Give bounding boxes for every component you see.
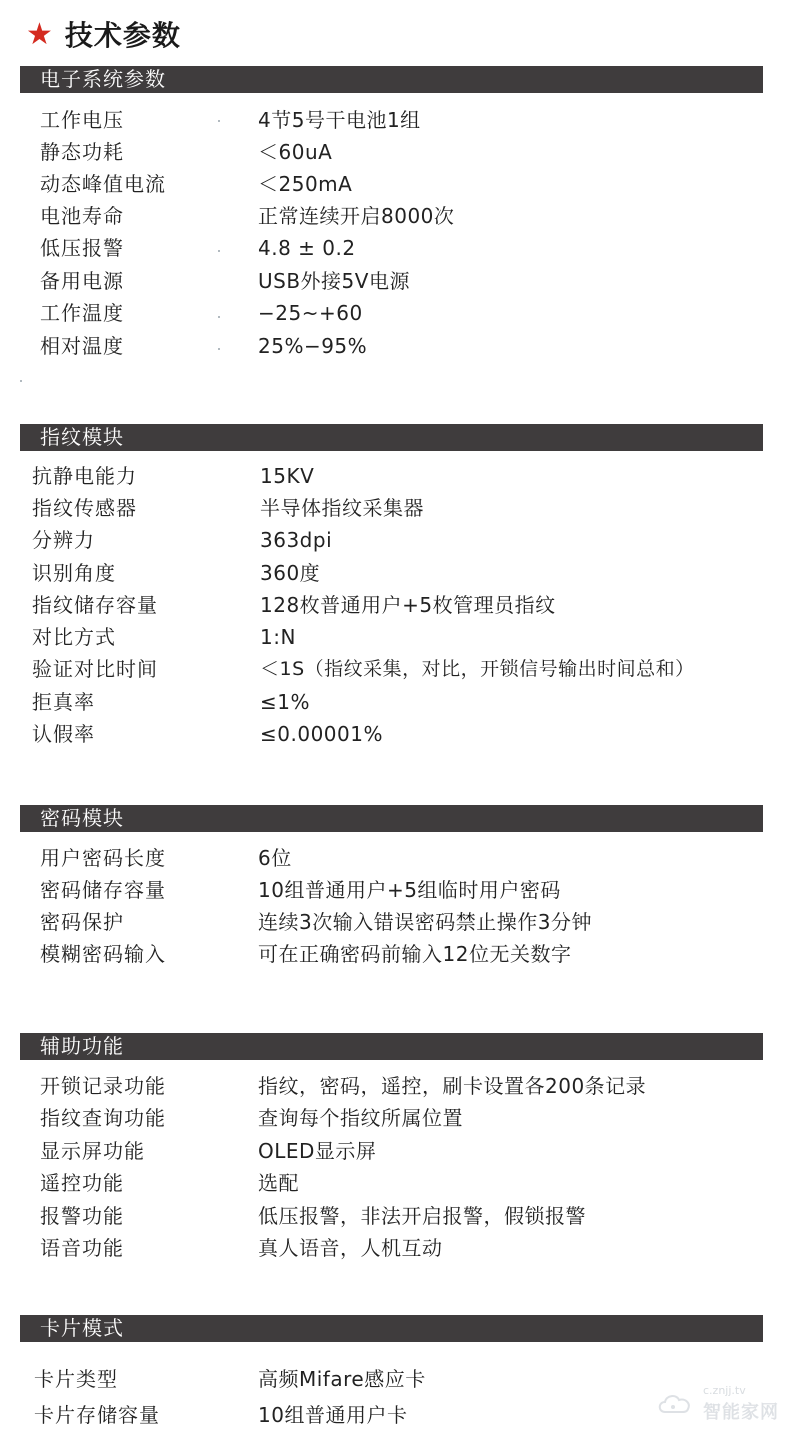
spec-value: 10组普通用户卡 [258,1403,408,1427]
spec-label: 指纹查询功能 [40,1106,166,1130]
spec-value: 360度 [260,561,321,585]
spec-value: ＜1S（指纹采集，对比，开锁信号输出时间总和） [260,658,695,680]
page-title [26,14,181,54]
spec-value: ＜60uA [258,140,333,164]
cloud-logo-icon [655,1390,695,1418]
spec-label: 密码储存容量 [40,878,166,902]
spec-value: 连续3次输入错误密码禁止操作3分钟 [258,910,592,934]
spec-label: 工作电压 [40,108,124,132]
spec-value: 128枚普通用户+5枚管理员指纹 [260,593,556,617]
spec-label: 分辨力 [32,528,95,552]
spec-value: ≤1% [260,690,310,714]
spec-value: 6位 [258,846,292,870]
spec-label: 卡片存储容量 [34,1403,160,1427]
spec-label: 用户密码长度 [40,846,166,870]
watermark [655,1384,795,1428]
spec-value: 15KV [260,464,315,488]
spec-value: USB外接5V电源 [258,269,410,293]
spec-label: 备用电源 [40,269,124,293]
spec-label: 语音功能 [40,1236,124,1260]
spec-value: 真人语音，人机互动 [258,1236,443,1260]
spec-value: 选配 [258,1171,299,1195]
dot-mark [218,348,220,350]
spec-label: 对比方式 [32,625,116,649]
spec-value: 查询每个指纹所属位置 [258,1106,463,1130]
spec-label: 开锁记录功能 [40,1074,166,1098]
spec-value: 半导体指纹采集器 [260,496,424,520]
spec-value: OLED显示屏 [258,1139,377,1163]
spec-label: 显示屏功能 [40,1139,145,1163]
spec-value: 25%−95% [258,334,368,358]
spec-value: 正常连续开启8000次 [258,204,455,228]
spec-value: −25~+60 [258,301,363,325]
spec-value: 10组普通用户+5组临时用户密码 [258,878,561,902]
dot-mark [218,120,220,122]
section-header: 密码模块 [20,805,763,832]
spec-label: 遥控功能 [40,1171,124,1195]
spec-value: 低压报警，非法开启报警，假锁报警 [258,1204,586,1228]
spec-label: 工作温度 [40,301,124,325]
section-header: 指纹模块 [20,424,763,451]
spec-label: 密码保护 [40,910,124,934]
spec-label: 模糊密码输入 [40,942,166,966]
spec-label: 指纹储存容量 [32,593,158,617]
spec-label: 静态功耗 [40,140,124,164]
spec-label: 识别角度 [32,561,116,585]
spec-value: 可在正确密码前输入12位无关数字 [258,942,572,966]
spec-value: 1:N [260,625,296,649]
spec-value: 4节5号干电池1组 [258,108,421,132]
spec-value: 4.8 ± 0.2 [258,236,356,260]
spec-value: ≤0.00001% [260,722,383,746]
dot-mark [218,250,220,252]
dot-mark [20,380,22,382]
section-header: 电子系统参数 [20,66,763,93]
dot-mark [218,316,220,318]
section-header: 辅助功能 [20,1033,763,1060]
spec-label: 验证对比时间 [32,657,158,681]
spec-label: 动态峰值电流 [40,172,166,196]
page-title-text: 技术参数 [64,19,181,52]
watermark-url: c.znjj.tv [703,1384,746,1397]
spec-label: 报警功能 [40,1204,124,1228]
spec-value: 363dpi [260,528,333,552]
spec-value: 高频Mifare感应卡 [258,1367,426,1391]
spec-label: 低压报警 [40,236,124,260]
spec-value: 指纹，密码，遥控，刷卡设置各200条记录 [258,1074,647,1098]
star-icon: ★ [26,17,53,52]
section-header: 卡片模式 [20,1315,763,1342]
watermark-text: 智能家网 [703,1402,779,1423]
spec-value: ＜250mA [258,172,353,196]
spec-label: 卡片类型 [34,1367,118,1391]
spec-label: 认假率 [32,722,95,746]
spec-label: 指纹传感器 [32,496,137,520]
spec-label: 抗静电能力 [32,464,137,488]
spec-label: 电池寿命 [40,204,124,228]
spec-label: 拒真率 [32,690,95,714]
spec-label: 相对温度 [40,334,124,358]
